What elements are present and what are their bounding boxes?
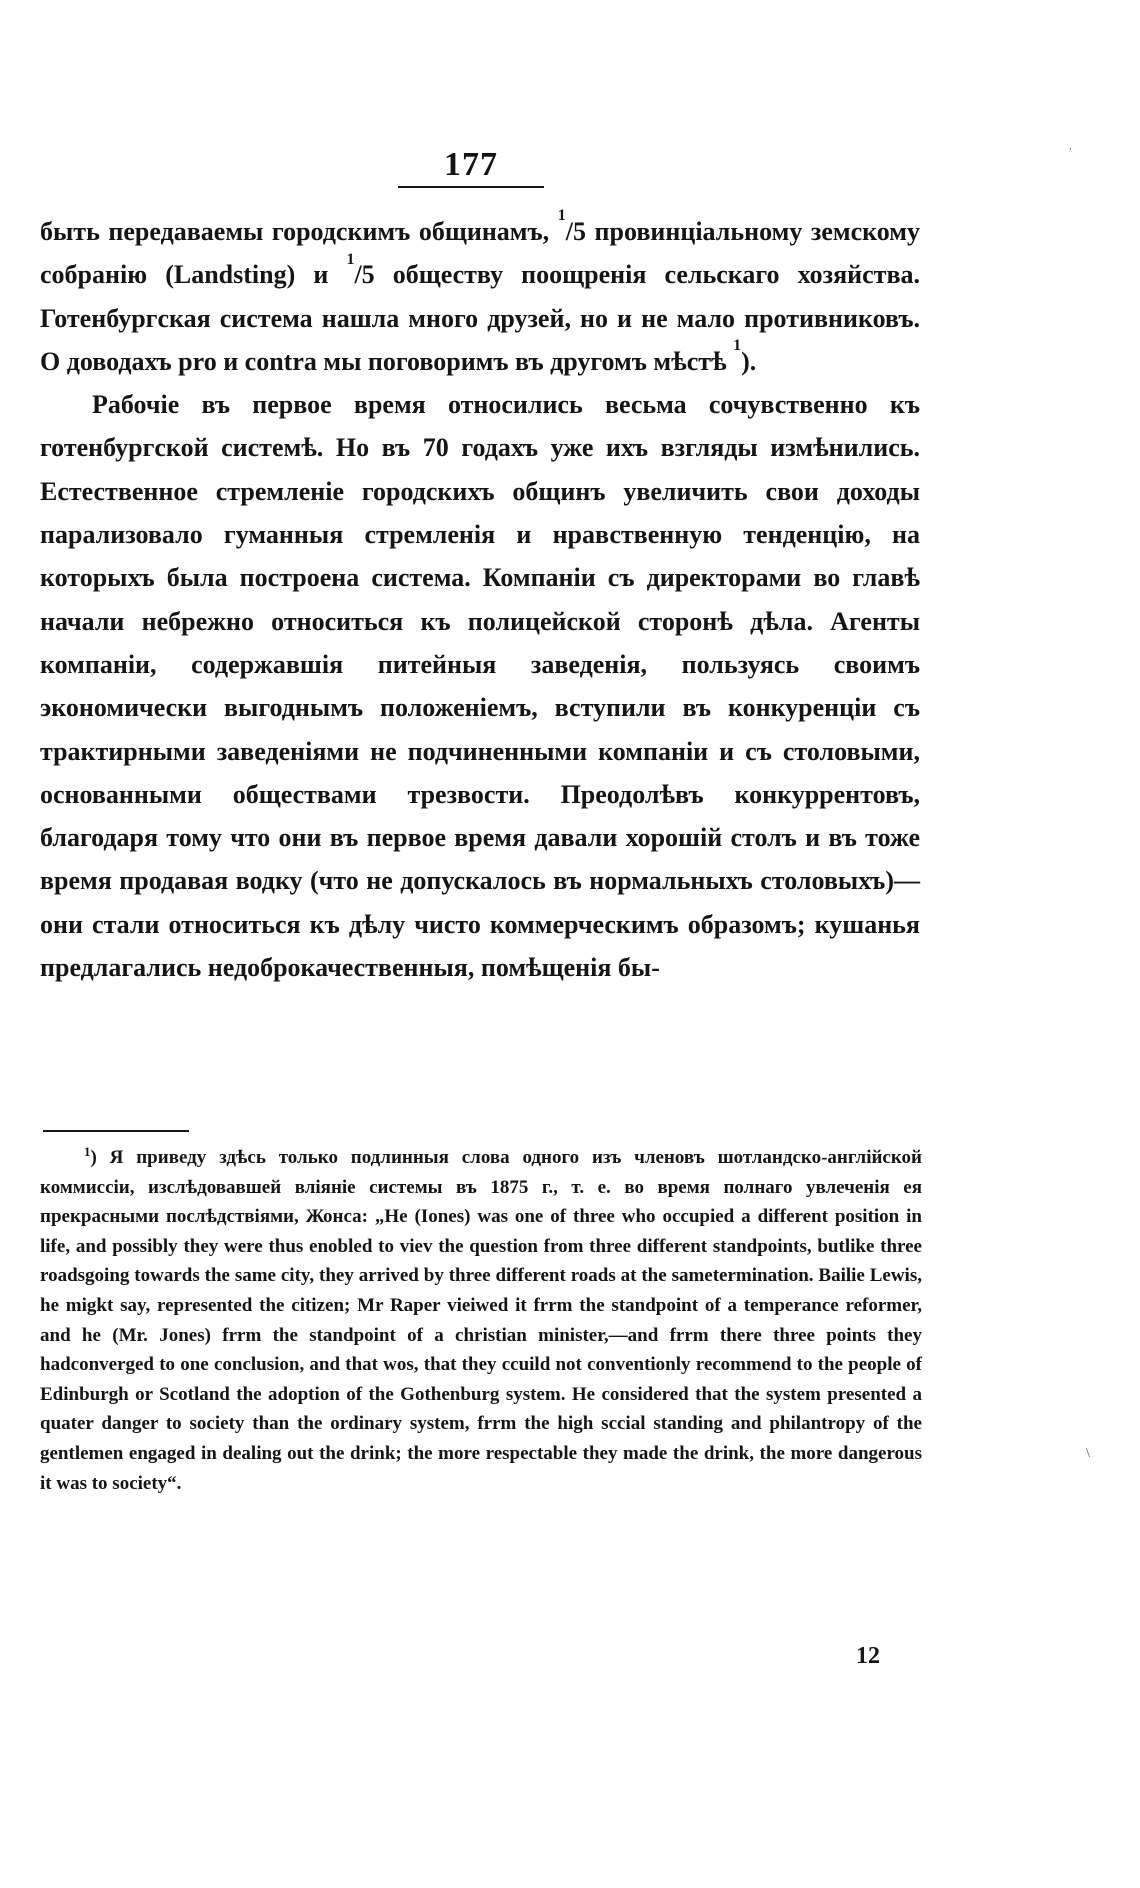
paragraph-1-part-c: /5 обществу поощренія сельскаго хозяйства. Готенбургская система нашла много друзей, но и не мало противниковъ. О доводахъ pro и contra мы поговоримъ въ другомъ мѣстѣ — [40, 260, 920, 376]
fraction-numerator-2: 1 — [346, 250, 355, 268]
paragraph-1-part-b: /5 провинціальному земскому собранію (Landsting) и — [40, 217, 920, 290]
signature-number: 12 — [856, 1643, 880, 1669]
footnote-rule — [43, 1130, 189, 1132]
fraction-numerator-1: 1 — [557, 207, 566, 225]
footnote-marker-close: ) — [90, 1147, 97, 1168]
footnote-text-block — [40, 1143, 922, 1498]
footnote-reference: 1 — [733, 337, 742, 355]
paragraph-2: Рабочіе въ первое время относились весьма сочувственно къ готенбургской системѣ. Но въ 70 годахъ уже ихъ взгляды измѣнились. Естественное стремленіе городскихъ общинъ увеличить свои доходы парализовало гуманныя стремленія и нравственную тенденцію, на которыхъ была построена система. Компаніи съ директорами во главѣ начали небрежно относиться къ полицейской сторонѣ дѣла. Агенты компаніи, содержавшія питейныя заведенія, пользуясь своимъ экономически выгоднымъ положеніемъ, вступили въ конкуренціи съ трактирными заведеніями не подчиненными компаніи и съ столовыми, основанными обществами трезвости. Преодолѣвъ конкуррентовъ, благодаря тому что они въ первое время давали хорошій столъ и въ тоже время продавая водку (что не допускалось въ нормальныхъ столовыхъ)—они стали относиться къ дѣлу чисто коммерческимъ образомъ; кушанья предлагались недоброкачественныя, помѣщенія бы- — [40, 390, 920, 983]
header-rule — [398, 186, 544, 188]
footnote-marker: 1 — [84, 1144, 91, 1159]
margin-speck: ˌ — [1068, 136, 1073, 151]
paragraph-1-part-a: быть передаваемы городскимъ общинамъ, — [40, 217, 558, 246]
margin-speck: \ — [1086, 1446, 1090, 1461]
paragraph-1 — [40, 207, 920, 383]
main-text — [40, 207, 920, 989]
footnote — [40, 1143, 922, 1498]
page-number-top: 177 — [444, 146, 498, 183]
paragraph-1-end: ). — [741, 346, 757, 376]
footnote-text: Я приведу здѣсь только подлинныя слова одного изъ членовъ шотландско-англійской коммиссіи, изслѣдовавшей вліяніе системы въ 1875 г., т. е. во время полнаго увлеченія ея прекрасными послѣдствіями, Жонса: „He (Iones) was one of three who occupied a different position in life, and possibly they were thus enobled to viev the question from three different standpoints, butlike three roadsgoing towards the same city, they arrived by three different roads at the sametermination. Bailie Lewis, he migkt say, represented the citizen; Mr Raper vieiwed it frrm the standpoint of a temperance reformer, and he (Mr. Jones) frrm the standpoint of a christian minister,—and frrm there three points they hadconverged to one conclusion, and that wos, that they ccuild not conventionly recommend to the people of Edinburgh or Scotland the adoption of the Gothenburg system. He considered that the system presented a quater danger to society than the ordinary system, frrm the high sccial standing and philantropy of the gentlemen engaged in dealing out the drink; the more respectable they made the drink, the more dangerous it was to society“. — [40, 1147, 923, 1494]
